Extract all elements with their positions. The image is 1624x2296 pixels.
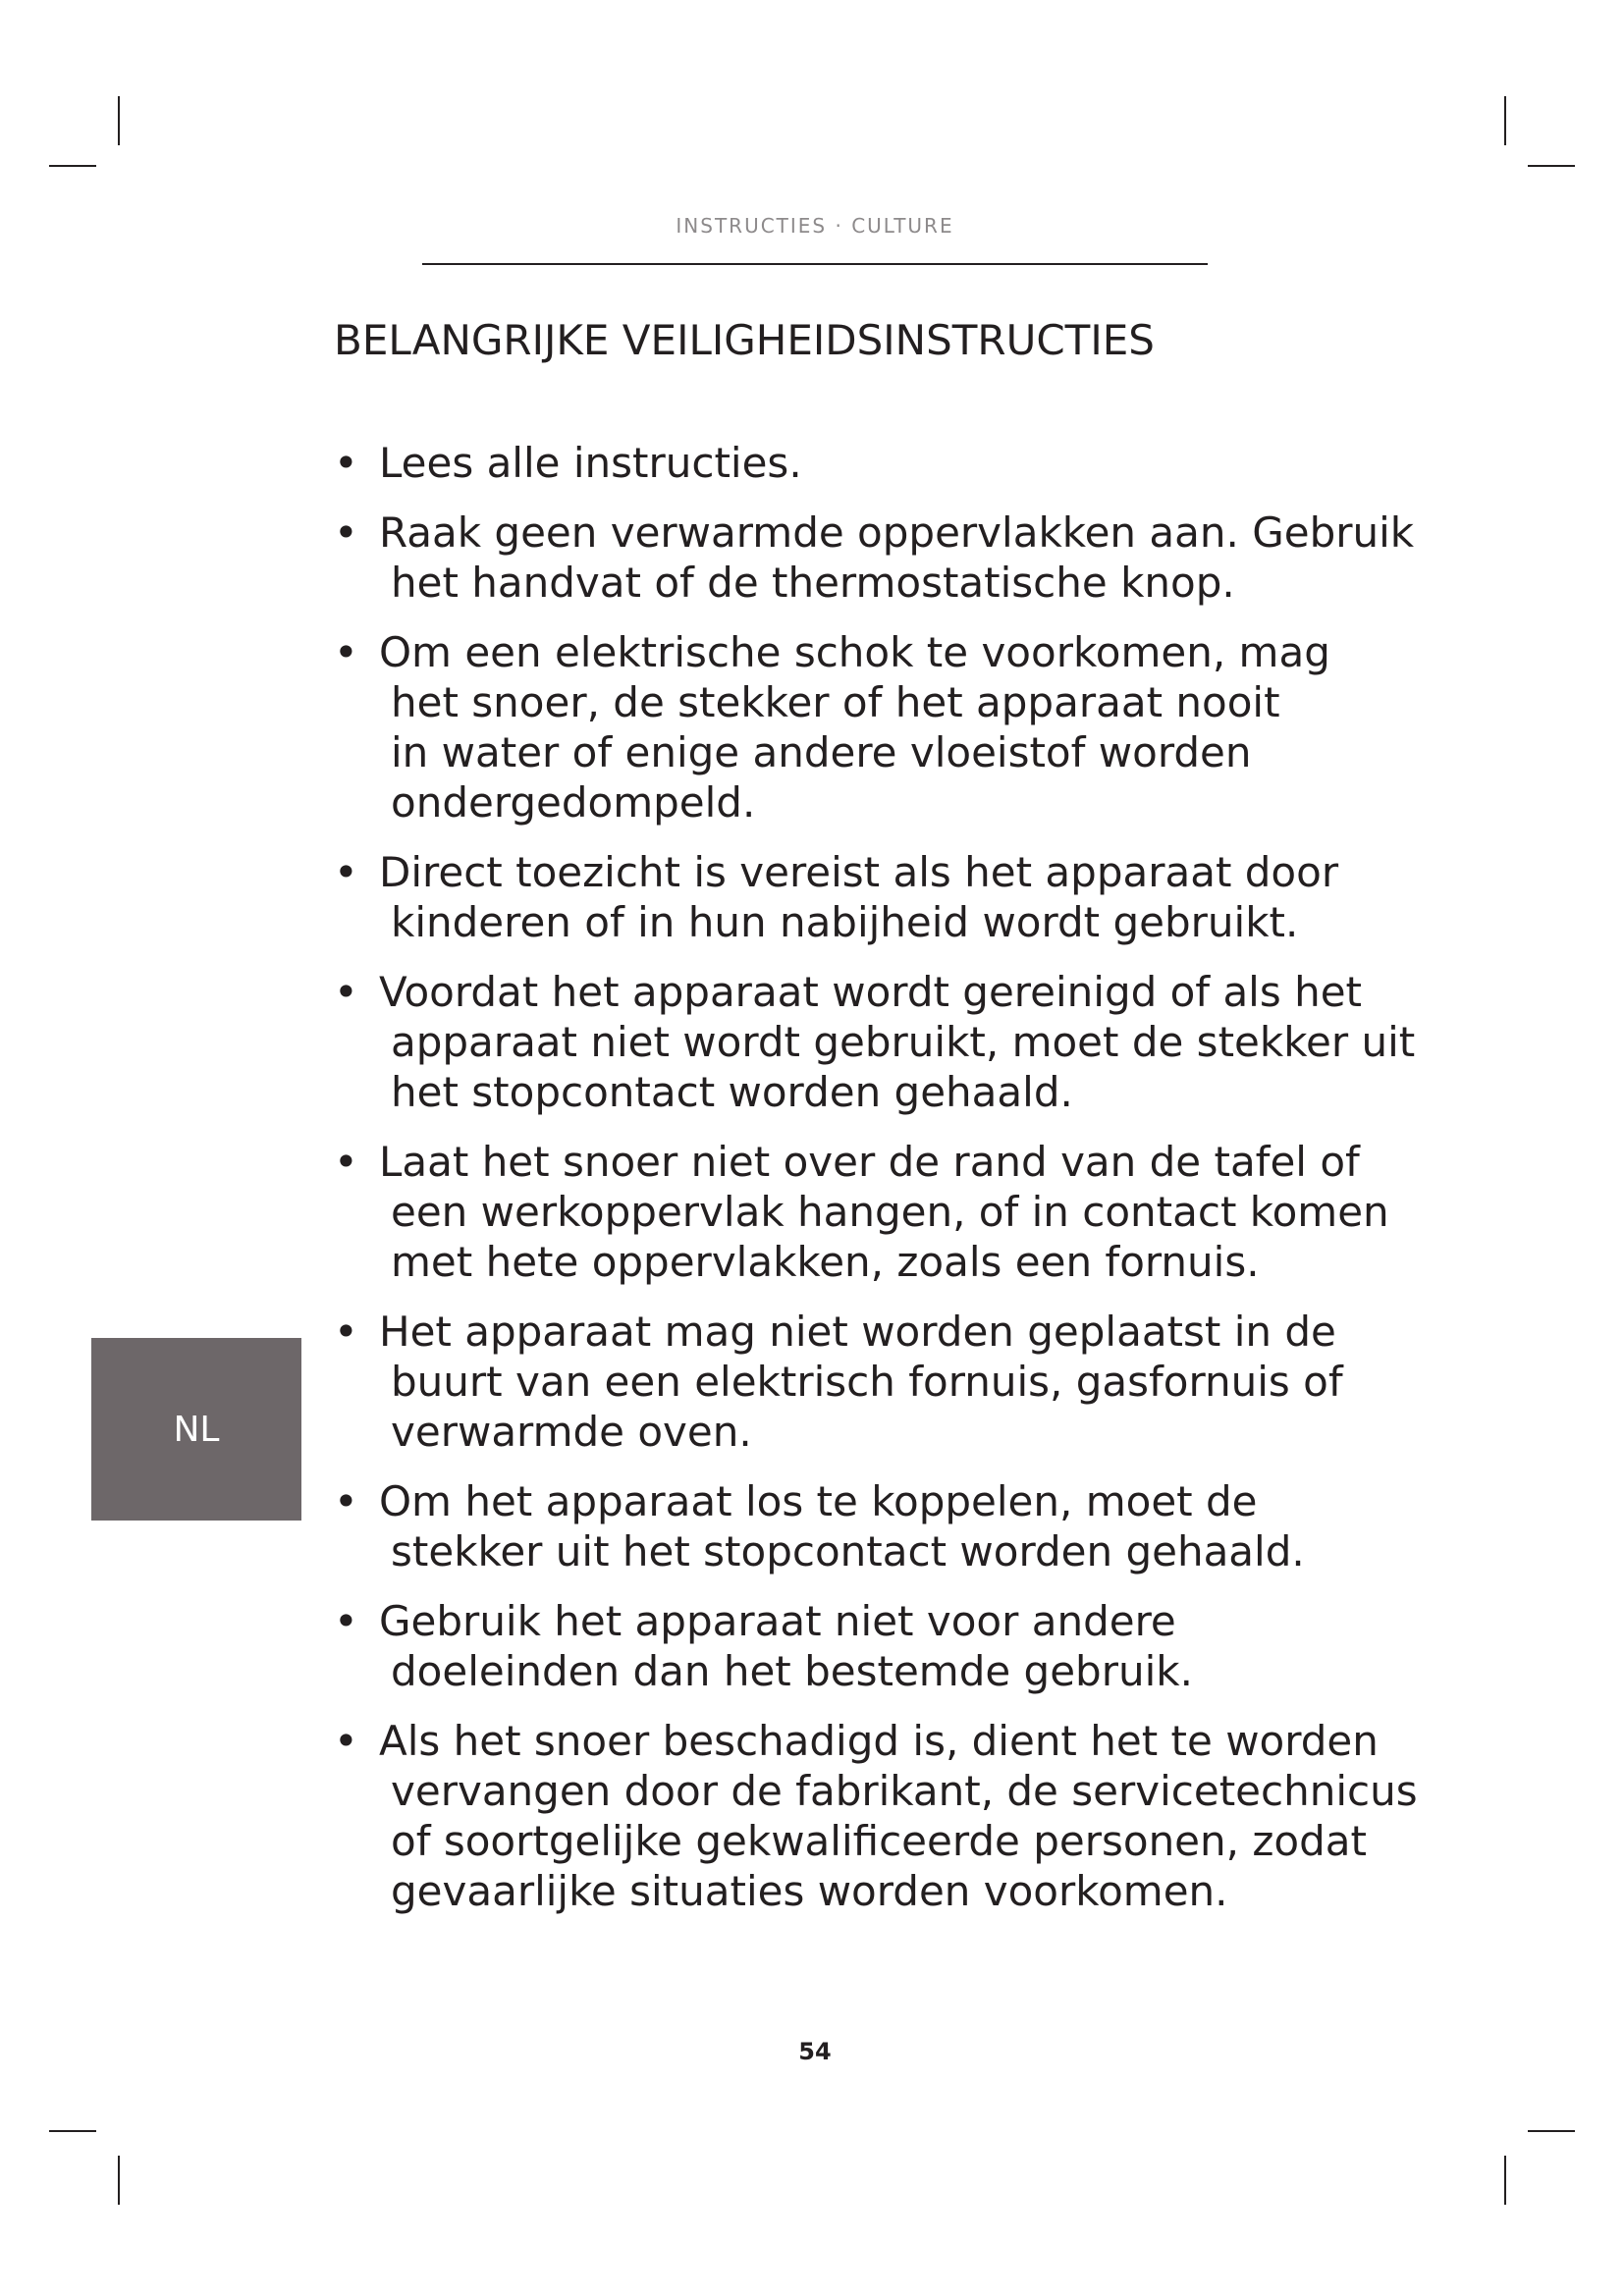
list-item <box>334 1476 1394 1576</box>
list-item-line: het stopcontact worden gehaald. <box>391 1068 1073 1116</box>
list-item-line: kinderen of in hun nabijheid wordt gebruikt. <box>391 898 1299 946</box>
list-item-line: gevaarlijke situaties worden voorkomen. <box>391 1867 1228 1915</box>
list-item-line: Het apparaat mag niet worden geplaatst in de <box>379 1308 1336 1356</box>
crop-mark-bottom-right-vertical <box>1504 2156 1506 2205</box>
safety-instructions-list <box>334 438 1418 1936</box>
list-item <box>334 1137 1394 1287</box>
list-item-line: Om het apparaat los te koppelen, moet de <box>379 1477 1258 1525</box>
crop-mark-top-left-vertical <box>118 96 120 145</box>
list-item-line: het handvat of de thermostatische knop. <box>391 559 1235 607</box>
list-item-line: Lees alle instructies. <box>379 439 802 487</box>
crop-mark-top-right-horizontal <box>1528 165 1575 167</box>
crop-mark-top-left-horizontal <box>49 165 96 167</box>
bullet-icon: • <box>334 968 358 1016</box>
page-number: 54 <box>798 2038 832 2065</box>
list-item-line: een werkoppervlak hangen, of in contact komen <box>391 1188 1389 1236</box>
list-item-line: Laat het snoer niet over de rand van de tafel of <box>379 1138 1360 1186</box>
list-item-line: stekker uit het stopcontact worden gehaald. <box>391 1527 1305 1575</box>
bullet-icon: • <box>334 1138 358 1186</box>
bullet-icon: • <box>334 628 358 676</box>
list-item <box>334 967 1416 1117</box>
list-item <box>334 438 1394 488</box>
crop-mark-bottom-left-vertical <box>118 2156 120 2205</box>
list-item-line: Gebruik het apparaat niet voor andere <box>379 1597 1176 1645</box>
section-title: BELANGRIJKE VEILIGHEIDSINSTRUCTIES <box>334 316 1155 364</box>
list-item-line: Raak geen verwarmde oppervlakken aan. Gebruik <box>379 508 1415 557</box>
list-item-line: apparaat niet wordt gebruikt, moet de stekker uit <box>391 1018 1416 1066</box>
list-item <box>334 1307 1394 1457</box>
header-rule <box>422 263 1208 265</box>
bullet-icon: • <box>334 1597 358 1645</box>
language-tab-label: NL <box>173 1409 220 1450</box>
list-item <box>334 627 1394 828</box>
bullet-icon: • <box>334 439 358 487</box>
bullet-icon: • <box>334 848 358 896</box>
list-item-line: het snoer, de stekker of het apparaat nooit <box>391 678 1280 726</box>
crop-mark-top-right-vertical <box>1504 96 1506 145</box>
list-item <box>334 1716 1418 1916</box>
crop-mark-bottom-right-horizontal <box>1528 2130 1575 2132</box>
list-item-line: Direct toezicht is vereist als het apparaat door <box>379 848 1339 896</box>
bullet-icon: • <box>334 1717 358 1765</box>
language-tab <box>91 1338 301 1521</box>
bullet-icon: • <box>334 1477 358 1525</box>
list-item-line: Als het snoer beschadigd is, dient het te worden <box>379 1717 1379 1765</box>
list-item-line: Voordat het apparaat wordt gereinigd of als het <box>379 968 1363 1016</box>
list-item-line: in water of enige andere vloeistof worden <box>391 728 1252 776</box>
list-item-line: met hete oppervlakken, zoals een fornuis. <box>391 1238 1260 1286</box>
list-item-line: verwarmde oven. <box>391 1408 752 1456</box>
running-header: INSTRUCTIES · CULTURE <box>676 214 954 238</box>
bullet-icon: • <box>334 1308 358 1356</box>
list-item-line: of soortgelijke gekwalificeerde personen, zodat <box>391 1817 1367 1865</box>
list-item-line: Om een elektrische schok te voorkomen, mag <box>379 628 1330 676</box>
list-item <box>334 1596 1394 1696</box>
list-item-line: vervangen door de fabrikant, de servicetechnicus <box>391 1767 1418 1815</box>
list-item-line: buurt van een elektrisch fornuis, gasfornuis of <box>391 1358 1343 1406</box>
list-item-line: doeleinden dan het bestemde gebruik. <box>391 1647 1193 1695</box>
list-item <box>334 507 1415 608</box>
crop-mark-bottom-left-horizontal <box>49 2130 96 2132</box>
list-item <box>334 847 1394 947</box>
list-item-line: ondergedompeld. <box>391 778 756 827</box>
bullet-icon: • <box>334 508 358 557</box>
